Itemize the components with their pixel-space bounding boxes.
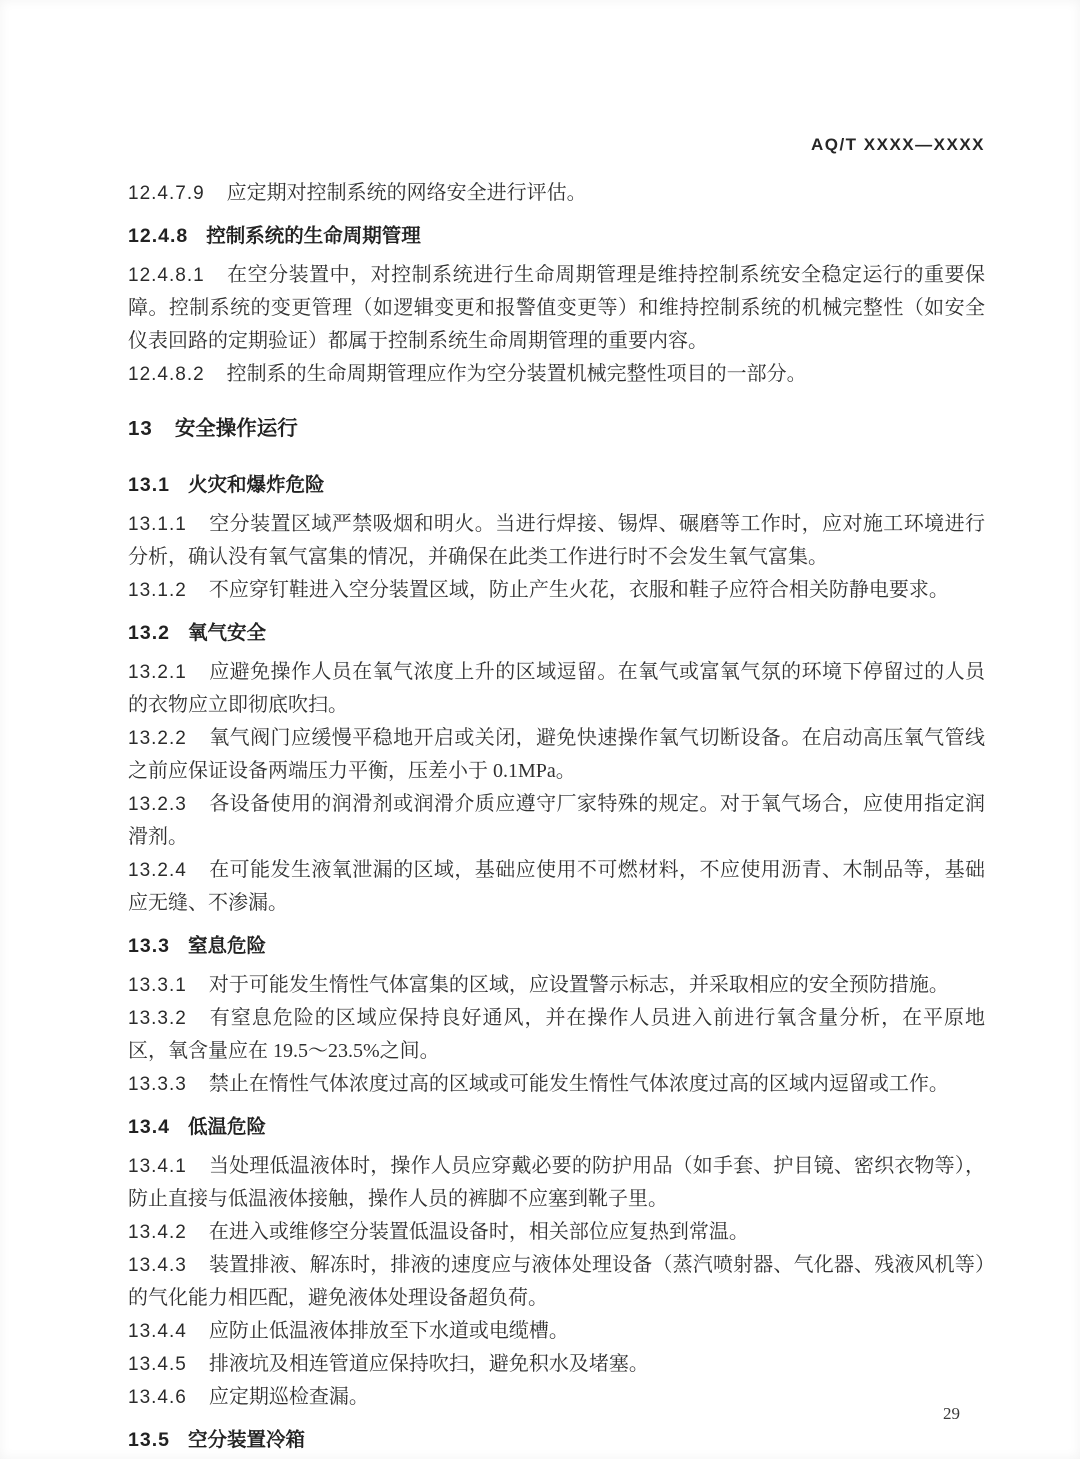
heading-text: 火灾和爆炸危险 — [187, 474, 325, 496]
clause-number: 13.3.2 — [128, 1008, 187, 1029]
clause-13.4.3 — [128, 1249, 985, 1315]
clause-13.3.3 — [128, 1068, 985, 1101]
heading-number: 12.4.8 — [128, 225, 189, 247]
clause-number: 13.4.3 — [128, 1255, 187, 1276]
clause-number: 13.4.5 — [128, 1354, 187, 1375]
clause-number: 13.2.2 — [128, 728, 187, 749]
clause-13.2.1 — [128, 656, 985, 722]
clause-number: 13.4.6 — [128, 1387, 187, 1408]
clause-number: 12.4.8.1 — [128, 265, 205, 286]
heading-number: 13.4 — [128, 1116, 170, 1138]
heading-13.3 — [128, 930, 985, 963]
heading-number: 13 — [128, 417, 153, 440]
clause-text: 禁止在惰性气体浓度过高的区域或可能发生惰性气体浓度过高的区域内逗留或工作。 — [208, 1073, 949, 1095]
page-number: 29 — [943, 1404, 960, 1423]
document-body — [128, 177, 985, 1457]
clause-number: 13.2.4 — [128, 860, 187, 881]
clause-13.3.1 — [128, 969, 985, 1002]
clause-text: 对于可能发生惰性气体富集的区域，应设置警示标志，并采取相应的安全预防措施。 — [208, 974, 949, 996]
heading-13.1 — [128, 469, 985, 502]
clause-13.2.3 — [128, 788, 985, 854]
clause-text: 各设备使用的润滑剂或润滑介质应遵守厂家特殊的规定。对于氧气场合，应使用指定润滑剂。 — [128, 793, 985, 848]
clause-text: 在可能发生液氧泄漏的区域，基础应使用不可燃材料，不应使用沥青、木制品等，基础应无缝、不渗漏。 — [128, 859, 985, 914]
heading-text: 安全操作运行 — [174, 417, 298, 440]
clause-12.4.7.9 — [128, 177, 985, 210]
clause-13.1.2 — [128, 574, 985, 607]
clause-number: 13.4.2 — [128, 1222, 187, 1243]
heading-13.4 — [128, 1111, 985, 1144]
clause-text: 排液坑及相连管道应保持吹扫，避免积水及堵塞。 — [208, 1353, 649, 1375]
clause-text: 在空分装置中，对控制系统进行生命周期管理是维持控制系统安全稳定运行的重要保障。控制系统的变更管理（如逻辑变更和报警值变更等）和维持控制系统的机械完整性（如安全仪表回路的定期验证）都属于控制系统生命周期管理的重要内容。 — [128, 264, 985, 352]
clause-text: 氧气阀门应缓慢平稳地开启或关闭，避免快速操作氧气切断设备。在启动高压氧气管线之前应保证设备两端压力平衡，压差小于 0.1MPa。 — [128, 727, 985, 782]
clause-text: 空分装置区域严禁吸烟和明火。当进行焊接、锡焊、碾磨等工作时，应对施工环境进行分析，确认没有氧气富集的情况，并确保在此类工作进行时不会发生氧气富集。 — [128, 513, 985, 568]
clause-13.2.2 — [128, 722, 985, 788]
clause-13.4.5 — [128, 1348, 985, 1381]
heading-text: 氧气安全 — [187, 622, 266, 644]
clause-text: 装置排液、解冻时，排液的速度应与液体处理设备（蒸汽喷射器、气化器、残液风机等）的气化能力相匹配，避免液体处理设备超负荷。 — [128, 1254, 985, 1309]
clause-text: 应防止低温液体排放至下水道或电缆槽。 — [208, 1320, 569, 1342]
heading-text: 低温危险 — [187, 1116, 266, 1138]
heading-number: 13.5 — [128, 1429, 170, 1451]
clause-text: 在进入或维修空分装置低温设备时，相关部位应复热到常温。 — [208, 1221, 749, 1243]
clause-number: 13.4.1 — [128, 1156, 187, 1177]
clause-13.1.1 — [128, 508, 985, 574]
clause-number: 13.1.2 — [128, 580, 187, 601]
clause-text: 控制系的生命周期管理应作为空分装置机械完整性项目的一部分。 — [226, 363, 807, 385]
clause-text: 不应穿钉鞋进入空分装置区域，防止产生火花，衣服和鞋子应符合相关防静电要求。 — [208, 579, 949, 601]
clause-text: 应定期对控制系统的网络安全进行评估。 — [226, 182, 587, 204]
heading-13 — [128, 412, 985, 445]
clause-number: 12.4.8.2 — [128, 364, 205, 385]
clause-text: 应定期巡检查漏。 — [208, 1386, 369, 1408]
heading-number: 13.2 — [128, 622, 170, 644]
clause-number: 13.2.1 — [128, 662, 187, 683]
clause-number: 13.3.3 — [128, 1074, 187, 1095]
clause-13.4.4 — [128, 1315, 985, 1348]
heading-text: 控制系统的生命周期管理 — [206, 225, 421, 247]
heading-number: 13.3 — [128, 935, 170, 957]
running-header: AQ/T XXXX—XXXX — [810, 135, 985, 154]
clause-text: 当处理低温液体时，操作人员应穿戴必要的防护用品（如手套、护目镜、密织衣物等），防止直接与低温液体接触，操作人员的裤脚不应塞到靴子里。 — [128, 1155, 985, 1210]
heading-13.2 — [128, 617, 985, 650]
clause-13.4.2 — [128, 1216, 985, 1249]
clause-13.4.1 — [128, 1150, 985, 1216]
heading-text: 空分装置冷箱 — [187, 1429, 305, 1451]
clause-text: 有窒息危险的区域应保持良好通风，并在操作人员进入前进行氧含量分析，在平原地区，氧含量应在 19.5～23.5%之间。 — [128, 1007, 985, 1062]
heading-number: 13.1 — [128, 474, 170, 496]
clause-12.4.8.1 — [128, 259, 985, 358]
clause-number: 12.4.7.9 — [128, 183, 205, 204]
clause-12.4.8.2 — [128, 358, 985, 391]
clause-number: 13.3.1 — [128, 975, 187, 996]
clause-number: 13.4.4 — [128, 1321, 187, 1342]
heading-13.5 — [128, 1424, 985, 1457]
clause-number: 13.1.1 — [128, 514, 187, 535]
clause-13.4.6 — [128, 1381, 985, 1414]
clause-number: 13.2.3 — [128, 794, 187, 815]
heading-text: 窒息危险 — [187, 935, 266, 957]
clause-13.2.4 — [128, 854, 985, 920]
clause-text: 应避免操作人员在氧气浓度上升的区域逗留。在氧气或富氧气氛的环境下停留过的人员的衣物应立即彻底吹扫。 — [128, 661, 985, 716]
heading-12.4.8 — [128, 220, 985, 253]
clause-13.3.2 — [128, 1002, 985, 1068]
